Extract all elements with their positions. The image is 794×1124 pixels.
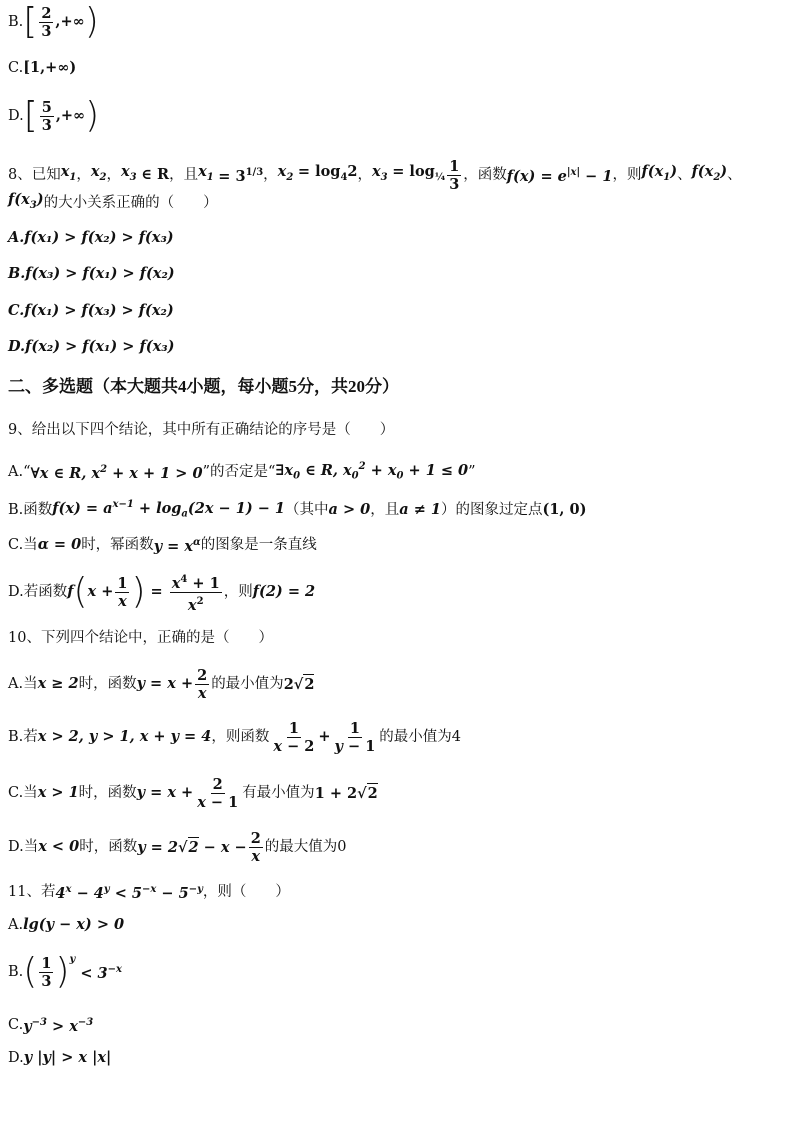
- q10-text: 10、下列四个结论中，正确的是（ ）: [8, 630, 273, 646]
- option-text: C.当: [8, 785, 38, 801]
- option-text: A.当: [8, 676, 38, 692]
- fraction: $\frac{1}{x - 2}$: [273, 719, 315, 755]
- fraction: $\frac{1}{y - 1}$: [334, 719, 376, 755]
- interval-text: [1,+∞): [23, 59, 77, 76]
- math: x < 0: [38, 838, 80, 855]
- option-text: A.“: [8, 463, 31, 480]
- math: (1, 0): [542, 500, 587, 518]
- q8-option-d: [8, 337, 786, 357]
- option-text: D.当: [8, 839, 39, 855]
- option-label: B.: [8, 964, 24, 980]
- denominator: 3: [41, 116, 52, 134]
- option-label: D.: [8, 1050, 24, 1066]
- option-label: B.: [8, 14, 24, 30]
- q11-option-c: [8, 1013, 786, 1037]
- fraction: $\frac{1}{3}$: [41, 954, 52, 990]
- math: $y = x^\alpha$: [153, 537, 201, 555]
- math: =: [145, 583, 168, 600]
- q8-text: 函数: [477, 167, 507, 183]
- option-text: 的最大值为0: [264, 839, 347, 855]
- math: y: [69, 954, 76, 965]
- option-text: B.若: [8, 729, 38, 745]
- math: = $\log_{\frac{1}{4}}$: [392, 163, 446, 183]
- math: $f(x) = e^{|x|} - 1$: [506, 167, 613, 185]
- math: $x_3$: [372, 163, 388, 183]
- math: a > 0: [328, 500, 371, 518]
- option-text: 时，函数: [79, 839, 138, 855]
- math: lg(y − x) > 0: [23, 916, 125, 933]
- math: a ≠ 1: [399, 500, 441, 518]
- option-text: ，则: [223, 584, 253, 600]
- option-text: ）的图象过定点: [440, 501, 543, 518]
- numerator: 2: [41, 4, 52, 22]
- q8-text: 的大小关系正确的（ ）: [43, 194, 218, 211]
- math: $f(x_2)$: [691, 163, 728, 183]
- q9-option-c: [8, 533, 786, 557]
- math: y = 2√2 − x −: [137, 838, 247, 856]
- left-paren: (: [73, 571, 88, 612]
- math: $x_3$: [120, 163, 137, 183]
- right-paren: ): [84, 1, 99, 42]
- math: x > 1: [37, 784, 79, 801]
- q11-text: ，则（ ）: [202, 883, 290, 900]
- right-paren: ): [131, 571, 146, 612]
- option-text: C.当: [8, 536, 38, 553]
- q9-option-b: [8, 495, 786, 525]
- q8-option-b: [8, 264, 786, 284]
- interval-tail: ,+∞: [55, 13, 85, 30]
- math: = $\log_42$: [297, 163, 358, 183]
- math: $x_2$: [90, 163, 107, 183]
- heading-text: 二、多选题（本大题共4小题，每小题5分，共20分）: [8, 377, 399, 396]
- math: $\exists x_0$ ∈ R, $x_0^2 + x_0 + 1 \le 0$: [275, 461, 469, 482]
- math: x +: [87, 583, 114, 600]
- option-text: 的图象是一条直线: [200, 536, 317, 553]
- q8-text: 8、已知: [8, 167, 61, 183]
- left-bracket: [: [23, 1, 38, 42]
- fraction: [40, 99, 54, 134]
- option-text: A.f(x₁) > f(x₂) > f(x₃): [8, 229, 174, 246]
- math: $y^{-3} > x^{-3}$: [23, 1017, 94, 1035]
- q8-option-c: [8, 301, 786, 321]
- q10-option-d: [8, 826, 786, 868]
- q10-option-a: [8, 663, 786, 705]
- right-paren: ): [85, 95, 100, 136]
- option-d-interval: [8, 95, 786, 137]
- math: 2√2: [283, 675, 315, 693]
- math: x > 2, y > 1, x + y = 4: [37, 728, 212, 745]
- option-label: A.: [8, 917, 24, 933]
- q11-option-a: [8, 915, 786, 935]
- option-text: 的最小值为4: [379, 729, 462, 745]
- option-text: D.若函数: [8, 584, 68, 600]
- q10-option-b: [8, 716, 786, 758]
- fraction: $\frac{2}{x - 1}$: [197, 775, 239, 811]
- math: x ≥ 2: [37, 675, 79, 692]
- right-paren: ): [55, 951, 70, 992]
- math: $x_1$: [198, 163, 214, 183]
- math: < $3^{-x}$: [75, 964, 122, 982]
- option-text: B.f(x₃) > f(x₁) > f(x₂): [8, 265, 175, 282]
- fraction: $\frac{1}{x}$: [117, 574, 128, 610]
- option-b-interval: [8, 2, 786, 42]
- fraction: [39, 5, 53, 40]
- option-text: （其中: [285, 501, 329, 518]
- q8-stem-line1: 8、已知 $x_1$ ， $x_2$ ， $x_3$ ∈ R ， 且 $x_1$ = $3^{1/3}$ ， $x_2$ = $\log_42$ ， $x_3$ = $\log_{\frac{1}{4}}$ $\frac{1}{3}$ ， 函数 $f(x) = e^{|x|} - 1$ ， 则 $f(x_1)$ 、 $f(x_2)$ 、: [8, 157, 742, 193]
- option-text: ”的否定是“: [202, 463, 276, 480]
- option-text: 时，函数: [78, 785, 137, 801]
- math: +: [318, 728, 331, 745]
- math: ∈ R: [141, 166, 170, 183]
- q11-option-d: [8, 1048, 786, 1068]
- denominator: 3: [41, 22, 52, 40]
- math: y = x +: [136, 675, 194, 692]
- q8-option-a: [8, 228, 786, 248]
- math: 1 + 2√2: [314, 784, 378, 802]
- math: f: [67, 583, 74, 600]
- option-text: B.函数: [8, 501, 53, 518]
- numerator: 5: [41, 98, 52, 116]
- option-text: D.f(x₂) > f(x₁) > f(x₃): [8, 338, 175, 355]
- math: $f(x_1)$: [641, 163, 678, 183]
- math: ∀x ∈ R, $x^2 + x + 1 > 0$: [30, 463, 203, 482]
- option-text: ，则函数: [211, 729, 270, 745]
- left-paren: (: [23, 951, 38, 992]
- fraction: $\frac{1}{3}$: [449, 157, 460, 193]
- option-text: 的最小值为: [211, 676, 284, 692]
- q11-option-b: [8, 950, 786, 994]
- math: $x_1$: [60, 163, 77, 183]
- option-text: 时，函数: [78, 676, 137, 692]
- math: $4^x - 4^y < 5^{-x} - 5^{-y}$: [55, 884, 203, 902]
- option-text: C.f(x₁) > f(x₃) > f(x₂): [8, 302, 174, 319]
- math: $x_2$: [277, 163, 294, 183]
- math: α = 0: [37, 535, 82, 553]
- math: y = x +: [136, 784, 194, 801]
- q10-option-c: [8, 772, 786, 814]
- q11-stem: [8, 880, 786, 904]
- interval-tail: ,+∞: [55, 107, 86, 124]
- q9-stem: [8, 420, 786, 440]
- option-label: C.: [8, 60, 24, 76]
- option-text: ”: [468, 463, 476, 480]
- fraction: $\frac{2}{x}$: [250, 829, 261, 865]
- option-text: 有最小值为: [242, 785, 315, 801]
- q9-option-a: [8, 457, 786, 487]
- math: $f(x) = a^{x-1} + \log_a(2x - 1) - 1$: [52, 499, 286, 520]
- fraction: $\frac{2}{x}$: [197, 666, 208, 702]
- left-bracket: [: [23, 95, 38, 136]
- option-label: C.: [8, 1016, 24, 1033]
- math: f(2) = 2: [252, 583, 316, 600]
- math: = $3^{1/3}$: [218, 167, 264, 185]
- option-label: D.: [8, 108, 24, 124]
- q9-text: 9、给出以下四个结论，其中所有正确结论的序号是（ ）: [8, 422, 395, 438]
- section-heading: [8, 377, 786, 397]
- option-c-interval: [8, 58, 786, 78]
- q8-text: 且: [183, 167, 199, 183]
- q10-stem: [8, 628, 786, 648]
- q8-stem-line2: [8, 190, 786, 216]
- q9-option-d: [8, 570, 786, 614]
- math: y |y| > x |x|: [23, 1049, 112, 1066]
- q11-text: 11、若: [8, 883, 56, 900]
- option-text: 时，幂函数: [81, 536, 154, 553]
- fraction: $\frac{x^4 + 1}{x^2}$: [170, 571, 222, 614]
- q8-text: 则: [626, 167, 642, 183]
- option-text: ，且: [370, 501, 400, 518]
- math: $f(x_3)$: [8, 191, 44, 211]
